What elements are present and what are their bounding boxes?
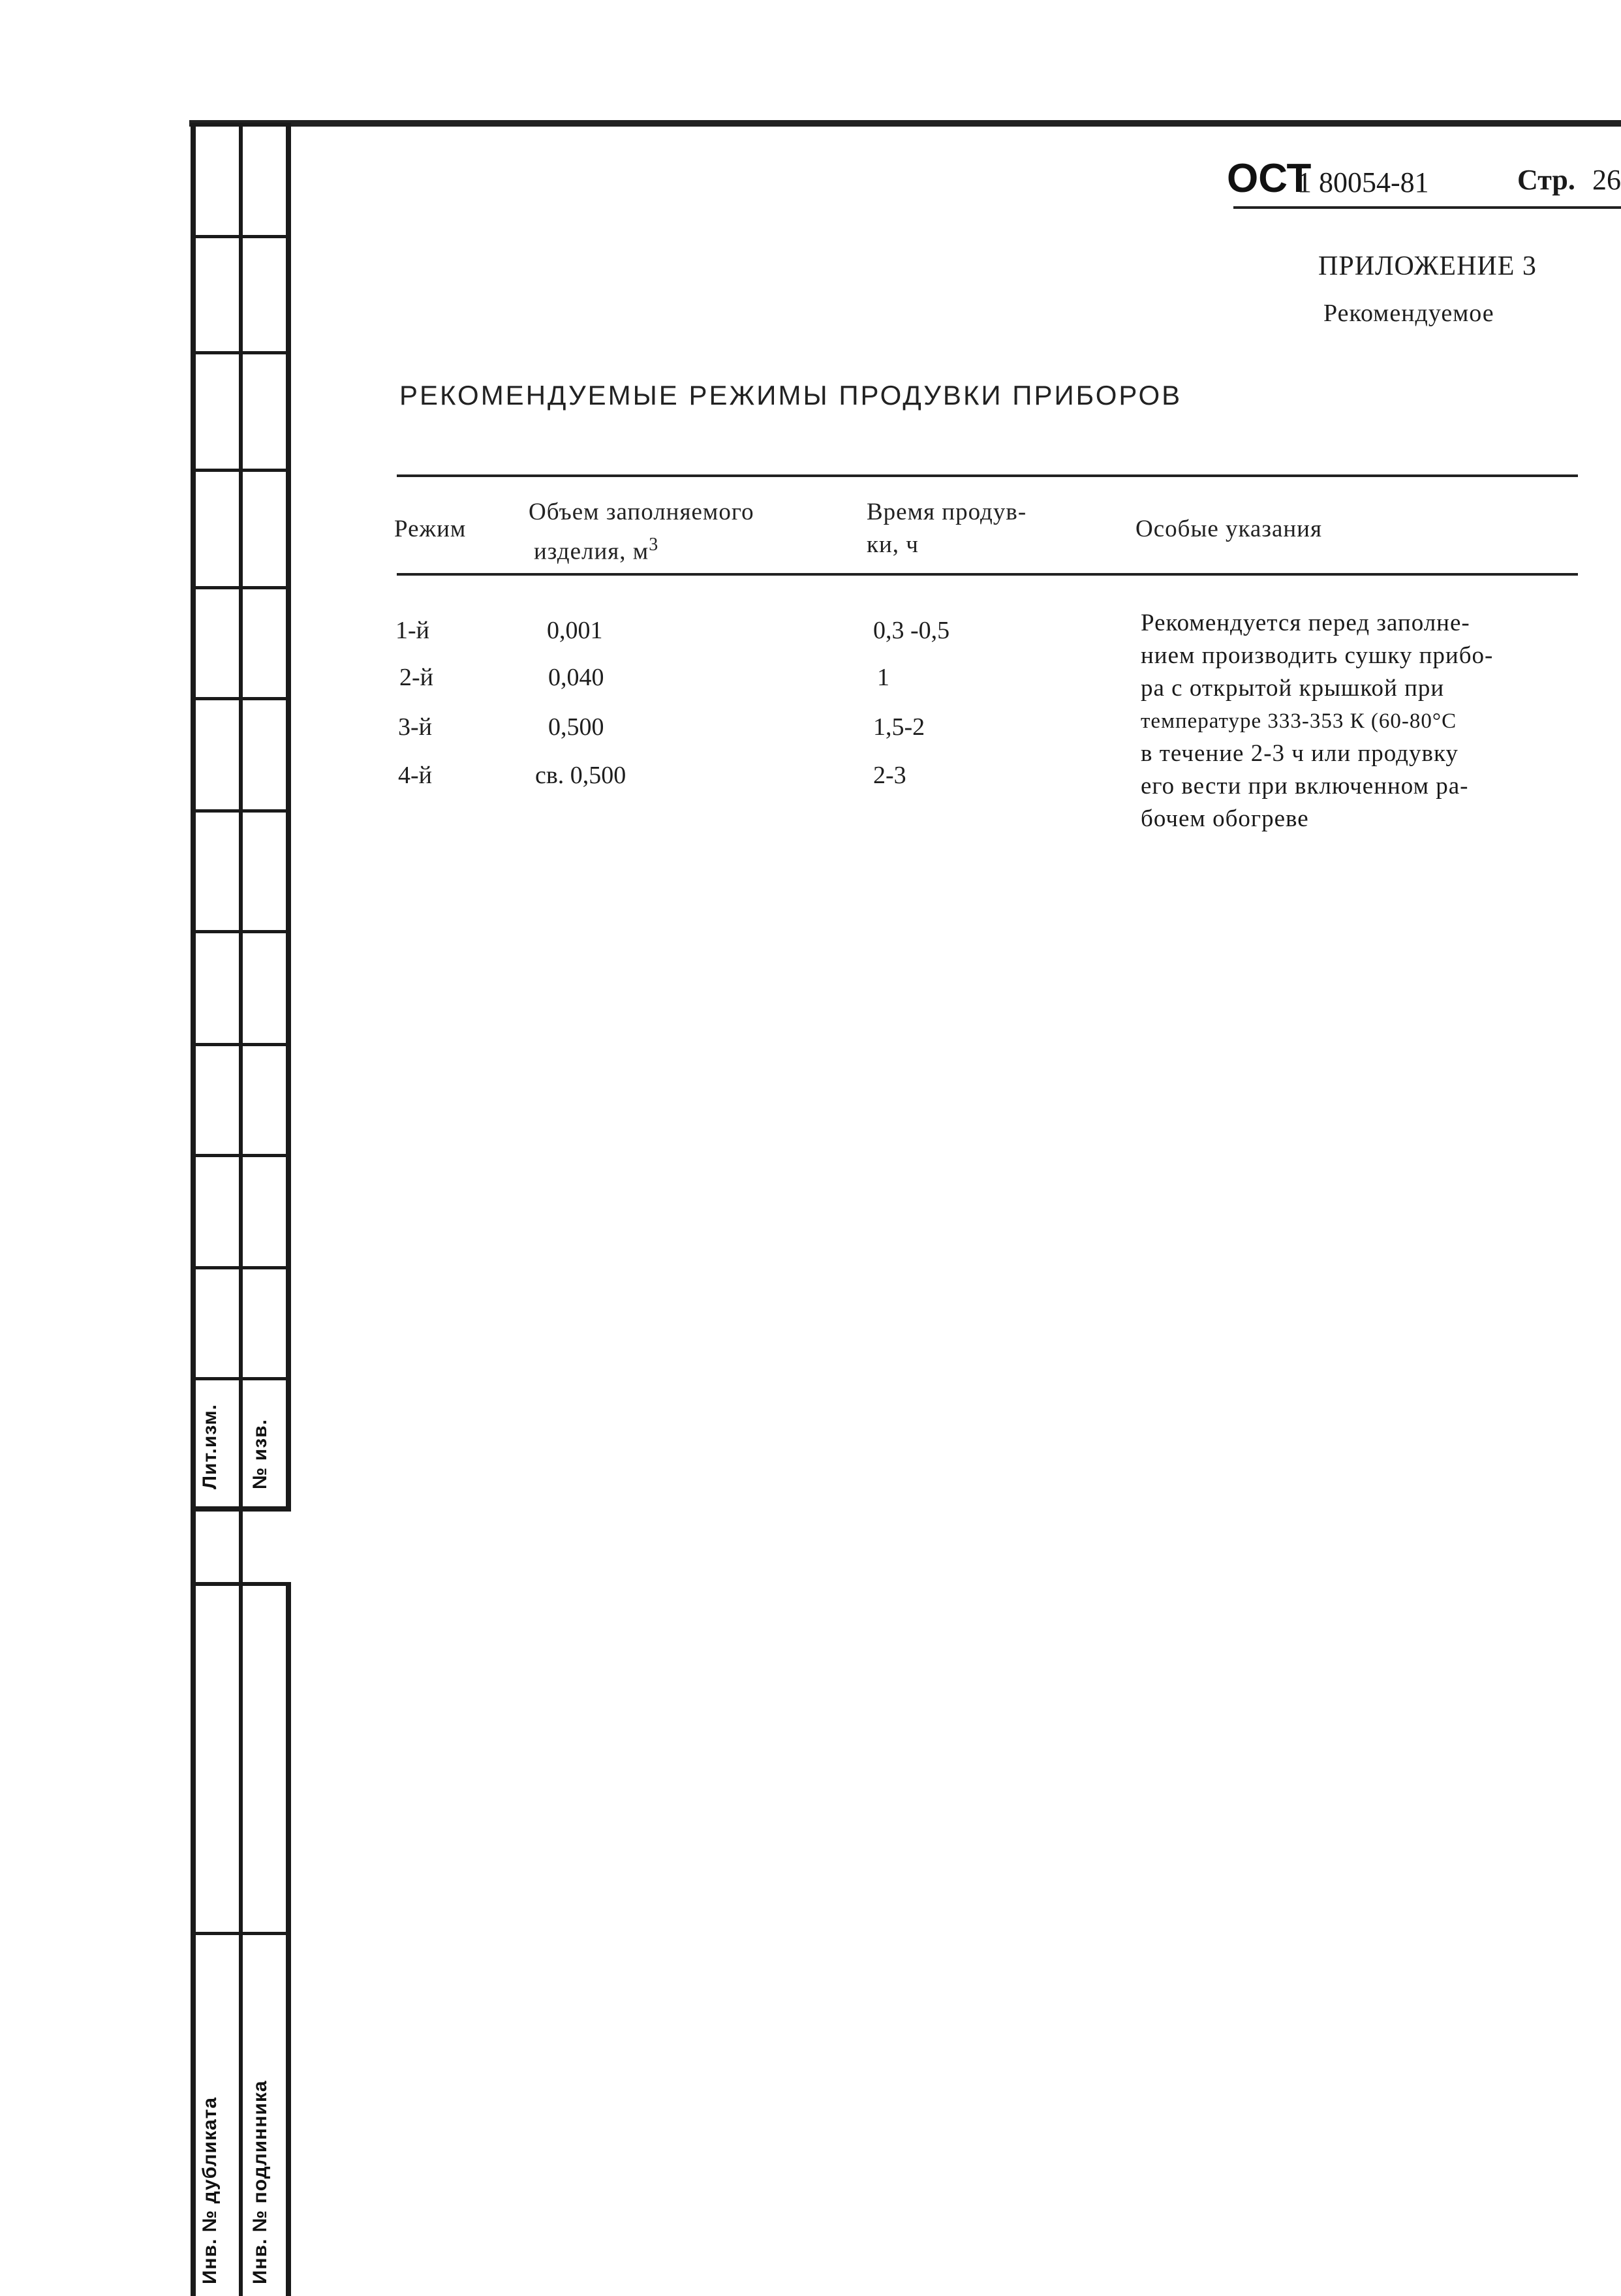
cell-time: 0,3 -0,5 [873,617,950,644]
page-number: 26 [1592,164,1621,196]
note-line: его вести при включенном ра- [1141,773,1469,799]
cell-volume: 0,001 [547,617,603,644]
note-line: нием производить сушку прибо- [1141,642,1494,669]
header-volume-line1: Объем заполняемого [529,499,754,525]
margin-label-inv-dubl: Инв. № дубликата [199,2096,221,2284]
cell-time: 1,5-2 [873,713,925,741]
note-line: в течение 2-3 ч или продувку [1141,740,1459,767]
header-mode: Режим [394,516,467,542]
header-time-line2: ки, ч [867,531,919,558]
cell-mode: 3-й [398,713,432,741]
note-line: температуре 333-353 К (60-80°С [1141,709,1457,733]
margin-label-lit-izm: Лит.изм. [199,1403,221,1489]
table-title: РЕКОМЕНДУЕМЫЕ РЕЖИМЫ ПРОДУВКИ ПРИБОРОВ [399,380,1182,411]
note-line: бочем обогреве [1141,805,1309,832]
cell-mode: 2-й [399,664,433,691]
document-code: ОСТ [1227,156,1312,201]
header-time-line1: Время продув- [867,499,1027,525]
cell-mode: 1-й [395,617,429,644]
top-border-rule [189,120,1621,127]
header-volume-line2: изделия, $м^3$ [534,535,659,565]
special-instructions [1141,607,1598,835]
header-underline [1233,206,1621,209]
note-line: Рекомендуется перед заполне- [1141,610,1470,636]
cell-time: 1 [877,664,889,691]
document-number: 1 80054-81 [1297,166,1429,198]
cell-mode: 4-й [398,762,432,789]
cell-volume: 0,500 [548,713,604,741]
page-label: Стр. [1517,164,1575,196]
cell-volume: св. 0,500 [535,762,626,789]
margin-label-inv-podl: Инв. № подлинника [249,2080,271,2284]
note-line: ра с открытой крышкой при [1141,675,1445,702]
table-rule-top [397,474,1578,477]
appendix-title: ПРИЛОЖЕНИЕ 3 [1318,251,1537,281]
header-notes: Особые указания [1135,516,1322,542]
table-rule-header [397,573,1578,576]
cell-volume: 0,040 [548,664,604,691]
appendix-status: Рекомендуемое [1323,300,1494,327]
cell-time: 2-3 [873,762,906,789]
margin-label-no-izv: № изв. [249,1419,271,1489]
